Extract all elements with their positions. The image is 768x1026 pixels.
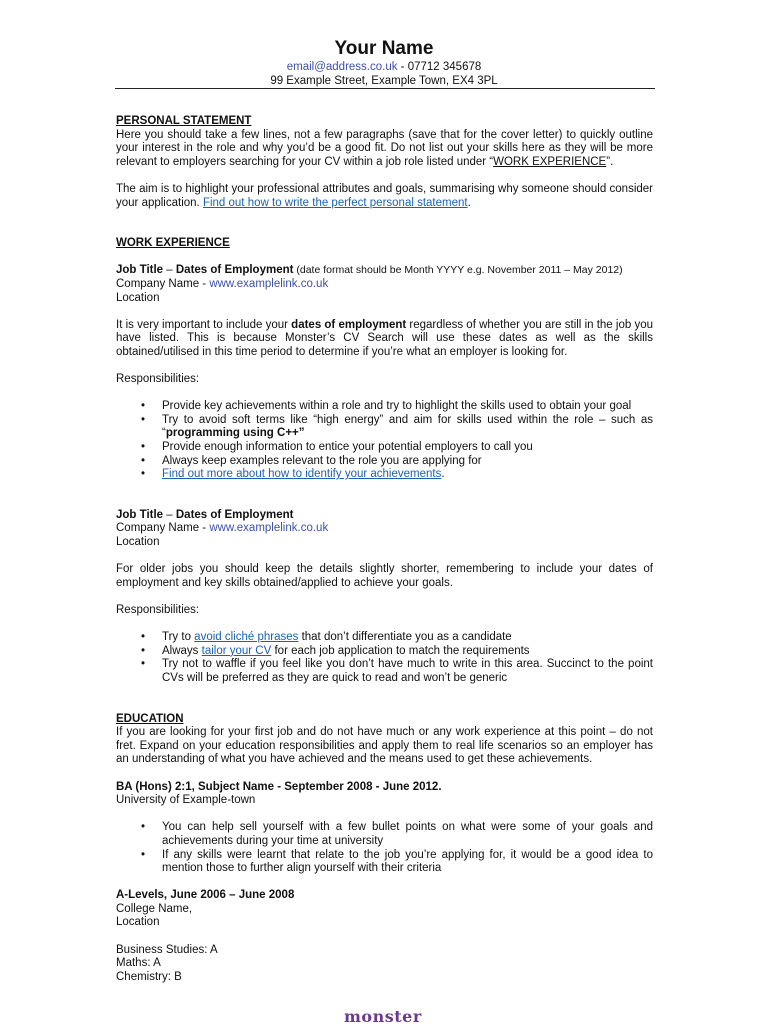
job-2 [116, 509, 653, 686]
job-1-responsibilities-label: Responsibilities: [116, 373, 200, 386]
alevels-title: A-Levels, June 2006 – June 2008 [116, 889, 295, 902]
list-item: • Try not to waffle if you feel like you don’t have much to write in this area. Succinct to the point CVs will be preferred as they are quick to read and won’t be generic [116, 658, 653, 685]
list-item: • Provide enough information to entice your potential employers to call you [116, 441, 653, 455]
education-intro: If you are looking for your first job and do not have much or any work experience at this point – do not fret. Expand on your education responsibilities and apply them to real life scenarios so an employer has an understanding of what you have achieved and the means used to get these achievements. [116, 726, 653, 766]
email-link[interactable]: email@address.co.uk [286, 61, 398, 73]
job-2-company: Company Name - www.examplelink.co.uk [116, 522, 329, 535]
education-heading: EDUCATION [116, 712, 184, 725]
work-experience-heading: WORK EXPERIENCE [116, 237, 230, 250]
job-2-responsibilities [116, 631, 653, 685]
job-1-company-link[interactable]: www.examplelink.co.uk [209, 277, 329, 290]
college-location: Location [116, 916, 160, 929]
personal-statement-aim: The aim is to highlight your professional attributes and goals, summarising why someone should consider your application. Find out how to write the perfect personal statement. [116, 182, 653, 209]
list-item: • Provide key achievements within a role and try to highlight the skills used to obtain your goal [116, 400, 653, 414]
college-name: College Name, [116, 902, 193, 915]
list-item: • Always tailor your CV for each job application to match the requirements [116, 645, 653, 659]
list-item: • Always keep examples relevant to the role you are applying for [116, 455, 653, 469]
job-1 [116, 264, 653, 482]
personal-statement-heading: PERSONAL STATEMENT [116, 115, 252, 127]
cv-body [116, 115, 653, 984]
candidate-name: Your Name [334, 38, 434, 59]
phone-number: - 07712 345678 [397, 61, 482, 73]
job-1-location: Location [116, 291, 160, 304]
personal-statement-link[interactable]: Find out how to write the perfect personal statement [202, 196, 468, 209]
cv-header [115, 38, 653, 88]
job-1-responsibilities [116, 400, 653, 482]
job-1-company: Company Name - www.examplelink.co.uk [116, 277, 329, 290]
grade-chemistry: Chemistry: B [116, 970, 182, 983]
achievements-link[interactable]: Find out more about how to identify your achievements [162, 468, 442, 481]
grade-business: Business Studies: A [116, 943, 218, 956]
list-item: • Try to avoid cliché phrases that don’t differentiate you as a candidate [116, 631, 653, 645]
address: 99 Example Street, Example Town, EX4 3PL [270, 75, 498, 87]
cliche-phrases-link[interactable]: avoid cliché phrases [194, 631, 299, 644]
header-divider [115, 88, 655, 89]
job-1-title-line: Job Title – Dates of Employment (date format should be Month YYYY e.g. November 2011 – May 2012) [116, 264, 623, 277]
job-2-responsibilities-label: Responsibilities: [116, 604, 200, 616]
education-points [116, 821, 653, 875]
job-2-description: For older jobs you should keep the details slightly shorter, remembering to include your dates of employment and key skills obtained/applied to achieve your goals. [116, 563, 653, 589]
job-2-company-link[interactable]: www.examplelink.co.uk [209, 522, 329, 535]
job-1-description: It is very important to include your dates of employment regardless of whether you are still in the job you have listed. This is because Monster’s CV Search will use these dates as well as the skills obtained/utilised in this time period to determine if you’re what an employer is looking for. [116, 318, 653, 358]
grade-maths: Maths: A [116, 957, 161, 970]
monster-logo: monster [344, 1007, 422, 1026]
university-name: University of Example-town [116, 794, 256, 807]
degree-title: BA (Hons) 2:1, Subject Name - September 2008 - June 2012. [116, 780, 442, 793]
job-2-title-line: Job Title – Dates of Employment [116, 508, 294, 521]
tailor-cv-link[interactable]: tailor your CV [201, 644, 272, 657]
job-2-location: Location [116, 536, 160, 549]
contact-line [115, 60, 653, 74]
list-item: • If any skills were learnt that relate to the job you’re applying for, it would be a good idea to mention those to further align yourself with their criteria [116, 849, 653, 876]
personal-statement-text: Here you should take a few lines, not a few paragraphs (save that for the cover letter) to quickly outline your interest in the role and why you’d be a good fit. Do not list out your skills here as they will be more relevant to employers searching for your CV within a job role listed under “WORK EXPERIENCE”. [116, 128, 653, 168]
list-item: • Find out more about how to identify your achievements. [116, 468, 653, 482]
list-item: • Try to avoid soft terms like “high energy” and aim for skills used within the role – such as “programming using C++” [116, 414, 653, 441]
list-item: • You can help sell yourself with a few bullet points on what were some of your goals and achievements during your time at university [116, 821, 653, 848]
